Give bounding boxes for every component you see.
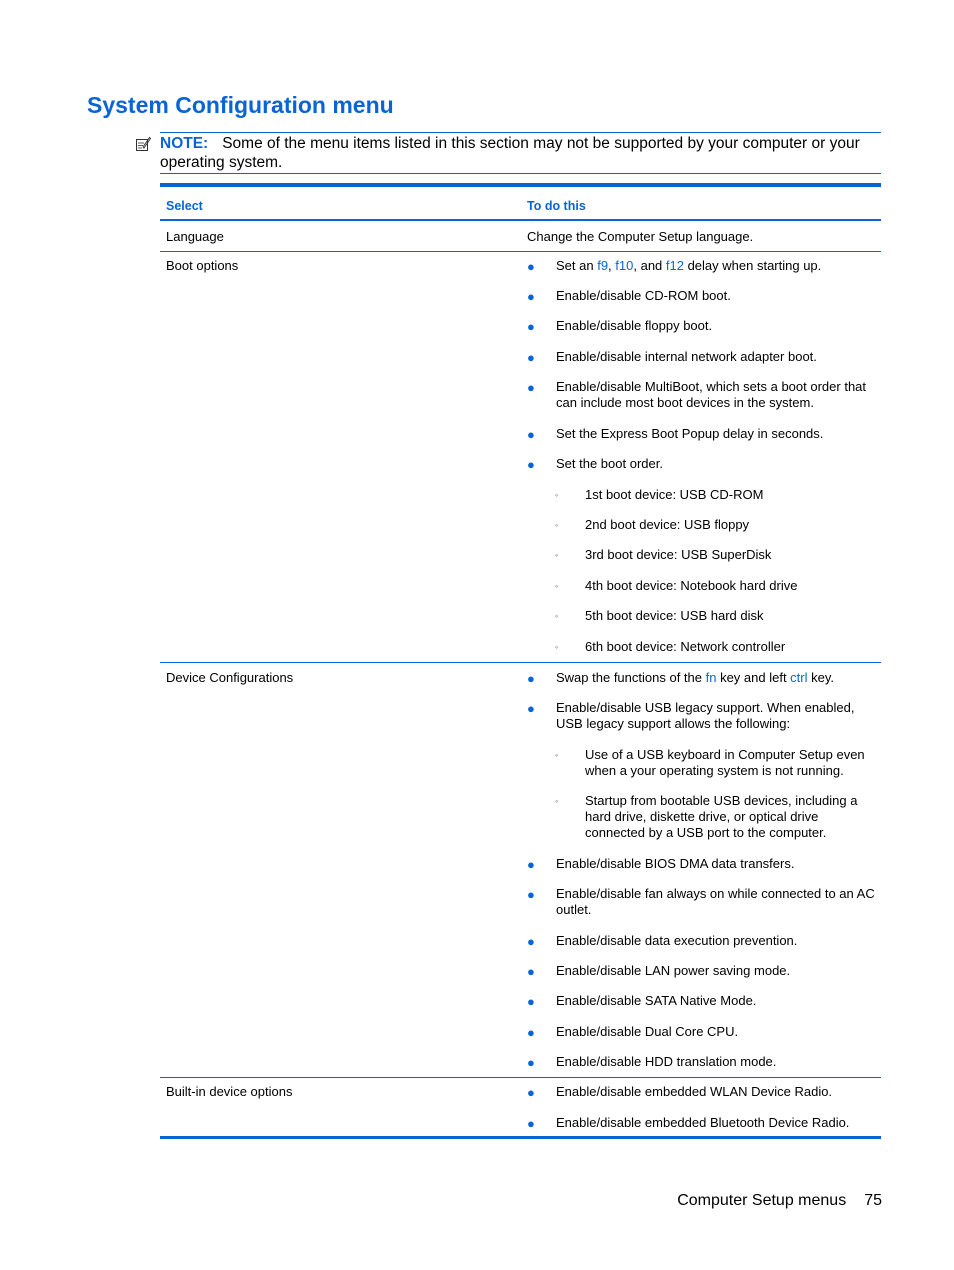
page-footer	[677, 1192, 882, 1210]
list-item: Set the Express Boot Popup delay in seconds.	[556, 426, 824, 441]
bullet-icon: ●	[527, 1055, 535, 1070]
bullet-icon: ●	[527, 887, 535, 902]
list-item: Enable/disable embedded Bluetooth Device Radio.	[556, 1115, 850, 1130]
row-select-device: Device Configurations	[166, 670, 294, 685]
sub-bullet-icon: ◦	[555, 550, 559, 560]
list-item: Enable/disable USB legacy support. When enabled, USB legacy support allows the following:	[556, 700, 855, 731]
list-item: Enable/disable SATA Native Mode.	[556, 993, 757, 1008]
bullet-icon: ●	[527, 964, 535, 979]
bullet-icon: ●	[527, 857, 535, 872]
bullet-icon: ●	[527, 319, 535, 334]
list-item: Set the boot order.	[556, 456, 663, 471]
text: Set an	[556, 258, 598, 273]
sub-list-item: 4th boot device: Notebook hard drive	[585, 578, 798, 593]
sub-bullet-icon: ◦	[555, 581, 559, 591]
note-box	[160, 132, 881, 174]
note-text: Some of the menu items listed in this section may not be supported by your computer or your operating system.	[160, 135, 860, 171]
sub-bullet-icon: ◦	[555, 520, 559, 530]
bullet-icon: ●	[527, 934, 535, 949]
list-item: Enable/disable BIOS DMA data transfers.	[556, 856, 795, 871]
bullet-icon: ●	[527, 671, 535, 686]
sub-bullet-icon: ◦	[555, 611, 559, 621]
row-select-language: Language	[166, 229, 224, 244]
config-table	[160, 183, 881, 1139]
list-item: Enable/disable internal network adapter boot.	[556, 349, 817, 364]
text: delay when starting up.	[683, 258, 822, 273]
row-select-boot: Boot options	[166, 258, 239, 273]
bullet-icon: ●	[527, 350, 535, 365]
note-label: NOTE:	[160, 135, 209, 152]
bullet-icon: ●	[527, 457, 535, 472]
list-item: Enable/disable MultiBoot, which sets a boot order that can include most boot devices in the system.	[556, 379, 867, 410]
list-item: Enable/disable floppy boot.	[556, 318, 713, 333]
key-fn: fn	[705, 670, 717, 685]
table-row	[160, 663, 881, 1078]
key-f10: f10	[615, 258, 634, 273]
list-item: Enable/disable data execution prevention.	[556, 933, 798, 948]
text: key and left	[716, 670, 791, 685]
sub-list-item: 2nd boot device: USB floppy	[585, 517, 750, 532]
text: Swap the functions of the	[556, 670, 706, 685]
list-item: Enable/disable CD-ROM boot.	[556, 288, 731, 303]
bullet-icon: ●	[527, 1025, 535, 1040]
row-select-builtin: Built-in device options	[166, 1084, 293, 1099]
key-f9: f9	[597, 258, 609, 273]
sub-bullet-icon: ◦	[555, 642, 559, 652]
sub-list-item: 3rd boot device: USB SuperDisk	[585, 547, 772, 562]
list-item: Enable/disable LAN power saving mode.	[556, 963, 791, 978]
sub-list-item: Startup from bootable USB devices, including a hard drive, diskette drive, or optical drive connected by a USB port to the computer.	[585, 793, 858, 840]
list-item: Enable/disable HDD translation mode.	[556, 1054, 777, 1069]
list-item: Enable/disable embedded WLAN Device Radio.	[556, 1084, 833, 1099]
text: ,	[608, 258, 616, 273]
bullet-icon: ●	[527, 1085, 535, 1100]
sub-bullet-icon: ◦	[555, 490, 559, 500]
bullet-icon: ●	[527, 259, 535, 274]
table-header	[160, 187, 881, 221]
footer-section: Computer Setup menus	[677, 1192, 847, 1209]
sub-list-item: 6th boot device: Network controller	[585, 639, 786, 654]
list-item: Enable/disable Dual Core CPU.	[556, 1024, 739, 1039]
header-select: Select	[166, 199, 203, 213]
bullet-icon: ●	[527, 994, 535, 1009]
table-row	[160, 252, 881, 663]
sub-bullet-icon: ◦	[555, 796, 559, 806]
header-todo: To do this	[527, 199, 586, 213]
sub-list-item: 5th boot device: USB hard disk	[585, 608, 764, 623]
table-row	[160, 1078, 881, 1139]
sub-bullet-icon: ◦	[555, 750, 559, 760]
page-number: 75	[864, 1192, 882, 1209]
key-ctrl: ctrl	[790, 670, 808, 685]
bullet-icon: ●	[527, 380, 535, 395]
bullet-icon: ●	[527, 427, 535, 442]
bullet-icon: ●	[527, 701, 535, 716]
text: key.	[807, 670, 835, 685]
list-item: Enable/disable fan always on while connected to an AC outlet.	[556, 886, 875, 917]
table-row	[160, 221, 881, 252]
sub-list-item: 1st boot device: USB CD-ROM	[585, 487, 764, 502]
note-icon	[135, 136, 151, 152]
page-title: System Configuration menu	[87, 92, 394, 118]
list-item	[556, 258, 881, 274]
sub-list-item: Use of a USB keyboard in Computer Setup even when a your operating system is not running.	[585, 747, 865, 778]
row-todo-language: Change the Computer Setup language.	[527, 229, 754, 244]
bullet-icon: ●	[527, 289, 535, 304]
text: , and	[633, 258, 666, 273]
bullet-icon: ●	[527, 1116, 535, 1131]
key-f12: f12	[665, 258, 684, 273]
list-item	[556, 670, 881, 686]
